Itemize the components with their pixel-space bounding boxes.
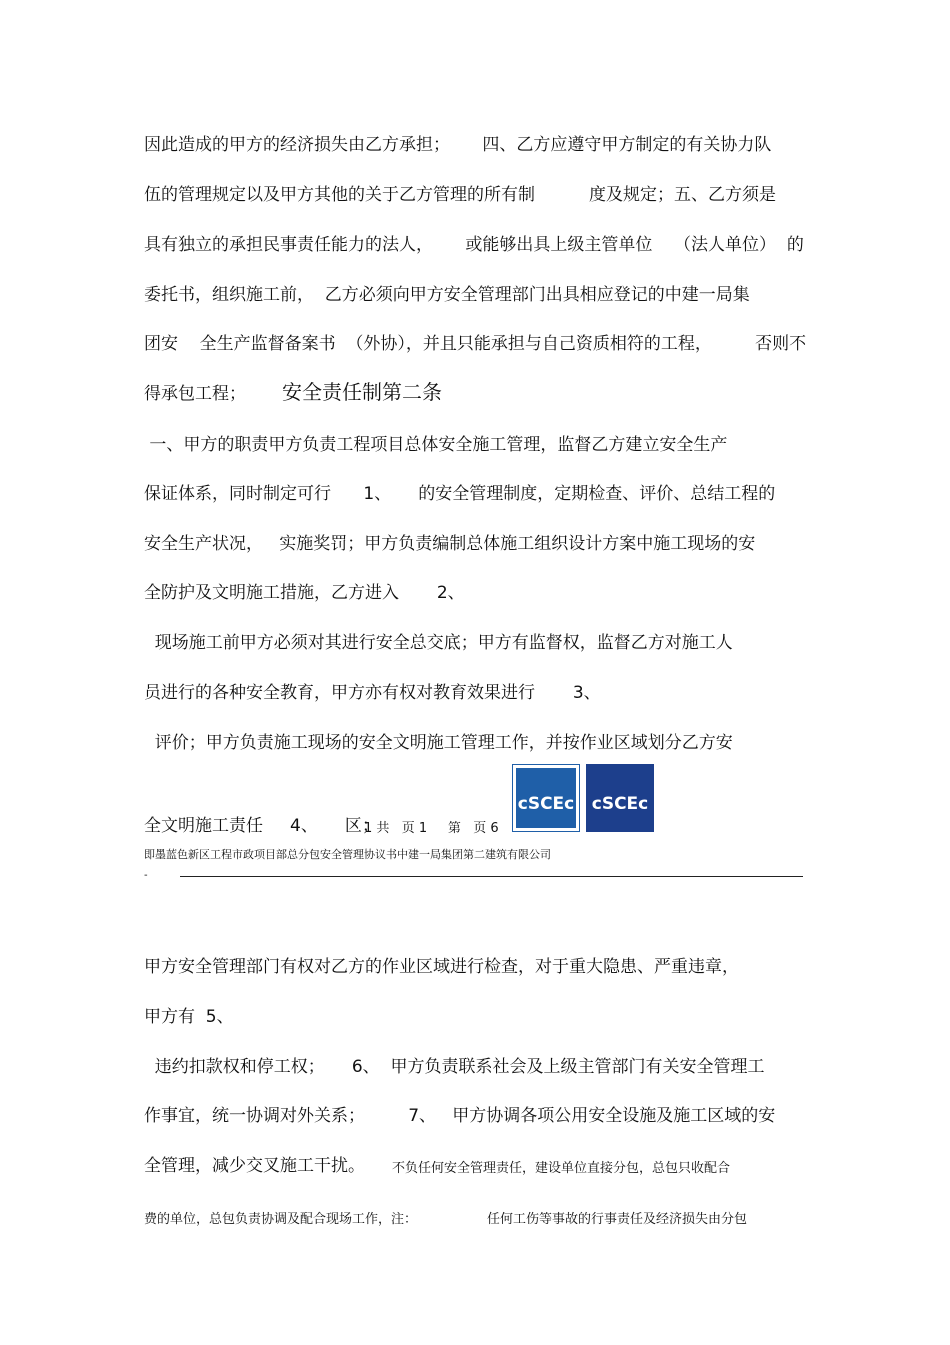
page-number: 1 共 页 1 第 页 6 [364, 821, 499, 836]
body-line: 违约扣款权和停工权； 6、 甲方负责联系社会及上级主管部门有关安全管理工 [144, 1057, 765, 1077]
body-line: 甲方安全管理部门有权对乙方的作业区域进行检查，对于重大隐患、严重违章， [144, 957, 739, 977]
body-line: 安全生产状况， 实施奖罚；甲方负责编制总体施工组织设计方案中施工现场的安 [144, 534, 756, 554]
footer-dash: - [144, 870, 148, 881]
body-line: 评价；甲方负责施工现场的安全文明施工管理工作，并按作业区域划分乙方安 [144, 733, 733, 753]
body-line: 现场施工前甲方必须对其进行安全总交底；甲方有监督权，监督乙方对施工人 [144, 633, 733, 653]
body-line-small: 任何工伤等事故的行事责任及经济损失由分包 [487, 1212, 748, 1227]
body-line: 员进行的各种安全教育，甲方亦有权对教育效果进行 3、 [144, 683, 601, 703]
body-line-small: 不负任何安全管理责任，建设单位直接分包，总包只收配合 [392, 1161, 731, 1176]
body-line: 因此造成的甲方的经济损失由乙方承担； 四、乙方应遵守甲方制定的有关协力队 [144, 135, 772, 155]
cscec-logo-icon [586, 764, 654, 832]
body-line: 作事宜，统一协调对外关系； 7、 甲方协调各项公用安全设施及施工区域的安 [144, 1106, 776, 1126]
body-line: 一、甲方的职责甲方负责工程项目总体安全施工管理，监督乙方建立安全生产 [144, 435, 728, 455]
page-footer: 即墨蓝色新区工程市政项目部总分包安全管理协议书中建一局集团第二建筑有限公司 [144, 848, 551, 861]
body-line: 保证体系，同时制定可行 1、 的安全管理制度，定期检查、评价、总结工程的 [144, 484, 776, 504]
body-line: 甲方有 5、 [144, 1007, 234, 1027]
body-line: 全文明施工责任 4、 区； [144, 816, 379, 836]
company-logo-dark [586, 764, 654, 832]
svg-text:cSCEc: cSCEc [591, 794, 649, 814]
body-line-small: 费的单位，总包负责协调及配合现场工作，注： [144, 1212, 418, 1227]
body-line: 团安 全生产监督备案书 （外协），并且只能承担与自己资质相符的工程， 否则不 [144, 334, 807, 354]
body-line: 委托书，组织施工前， 乙方必须向甲方安全管理部门出具相应登记的中建一局集 [144, 285, 750, 305]
body-line: 全防护及文明施工措施，乙方进入 2、 [144, 583, 465, 603]
body-line: 全管理，减少交叉施工干扰。 [144, 1156, 365, 1176]
footer-rule [180, 876, 803, 877]
cscec-logo-icon [512, 764, 580, 832]
company-logo-light [512, 764, 580, 832]
svg-text:cSCEc: cSCEc [517, 794, 575, 814]
body-line: 具有独立的承担民事责任能力的法人， 或能够出具上级主管单位 （法人单位） 的 [144, 235, 804, 255]
body-line: 得承包工程； [144, 384, 246, 404]
section-heading: 安全责任制第二条 [282, 380, 442, 404]
body-line: 伍的管理规定以及甲方其他的关于乙方管理的所有制 度及规定；五、乙方须是 [144, 185, 777, 205]
